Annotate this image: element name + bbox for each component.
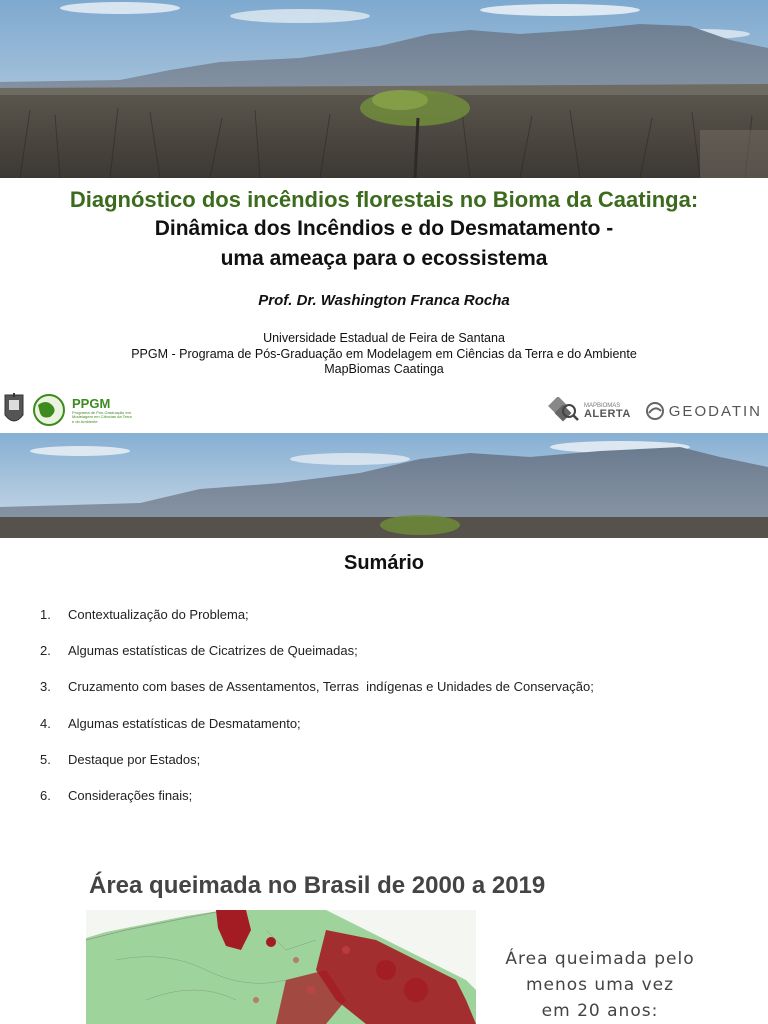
subtitle-line-2: uma ameaça para o ecossistema (220, 247, 548, 270)
logos-right (545, 396, 762, 426)
brazil-burned-map (86, 910, 476, 1024)
list-item-text: Destaque por Estados; (68, 751, 201, 767)
alerta-label: ALERTA (583, 407, 631, 420)
list-item (40, 607, 760, 643)
landscape-photo (0, 0, 768, 178)
geodatin-icon (645, 401, 665, 421)
list-item-number: 2. (40, 643, 51, 659)
list-item-number: 4. (40, 715, 51, 731)
area-queimada-title: Área queimada no Brasil de 2000 a 2019 (89, 872, 546, 899)
map-caption-line-2: menos uma vez (525, 975, 675, 995)
subtitle-line-1: Dinâmica dos Incêndios e do Desmatamento - (154, 217, 614, 240)
list-item (40, 679, 760, 715)
title-block (0, 186, 768, 274)
mapbiomas-alerta-logo (545, 397, 631, 425)
affiliation-program: PPGM - Programa de Pós-Graduação em Modelagem em Ciências da Terra e do Ambiente (131, 346, 637, 361)
map-caption-line-1: Área queimada pelo (505, 949, 695, 969)
affiliation-mapbiomas: MapBiomas Caatinga (324, 362, 444, 376)
list-item-text: Considerações finais; (68, 787, 193, 803)
list-item (40, 752, 760, 788)
list-item-number: 6. (40, 787, 51, 803)
list-item (40, 788, 760, 824)
ppgm-globe-icon (30, 393, 68, 427)
sumario-title: Sumário (343, 552, 425, 574)
landscape-banner-top (0, 0, 768, 178)
list-item (40, 716, 760, 752)
map-caption (490, 946, 710, 1024)
landscape-banner-middle (0, 433, 768, 538)
ppgm-label: PPGM (72, 395, 111, 411)
list-item (40, 643, 760, 679)
map-caption-line-3: em 20 anos: (541, 1001, 659, 1021)
list-item-text: Contextualização do Problema; (68, 607, 249, 622)
mapbiomas-alerta-icon (545, 397, 581, 425)
geodatin-label: GEODATIN (668, 402, 762, 420)
list-item-number: 3. (40, 679, 51, 695)
burned-area-map (86, 910, 476, 1024)
mapbiomas-small-label: MAPBIOMAS (583, 402, 621, 409)
affiliation-block (110, 331, 658, 378)
list-item-number: 5. (40, 751, 51, 767)
list-item-number: 1. (40, 607, 51, 622)
landscape-photo-2 (0, 433, 768, 538)
logos-left (2, 390, 134, 430)
list-item-text: Cruzamento com bases de Assentamentos, Terras indígenas e Unidades de Conservação; (68, 679, 594, 695)
ppgm-sublabel: Programa de Pós-Graduação em Modelagem em Ciências da Terra e do Ambiente (72, 409, 132, 424)
author-name: Prof. Dr. Washington Franca Rocha (258, 292, 510, 309)
university-crest-icon (2, 391, 26, 429)
list-item-text: Algumas estatísticas de Desmatamento; (68, 715, 301, 731)
sumario-list (40, 607, 760, 824)
affiliation-university: Universidade Estadual de Feira de Santana (263, 331, 505, 345)
ppgm-logo-text (72, 396, 134, 425)
main-title: Diagnóstico dos incêndios florestais no Bioma da Caatinga: (69, 187, 699, 212)
list-item-text: Algumas estatísticas de Cicatrizes de Queimadas; (68, 643, 358, 659)
geodatin-logo (645, 401, 762, 421)
